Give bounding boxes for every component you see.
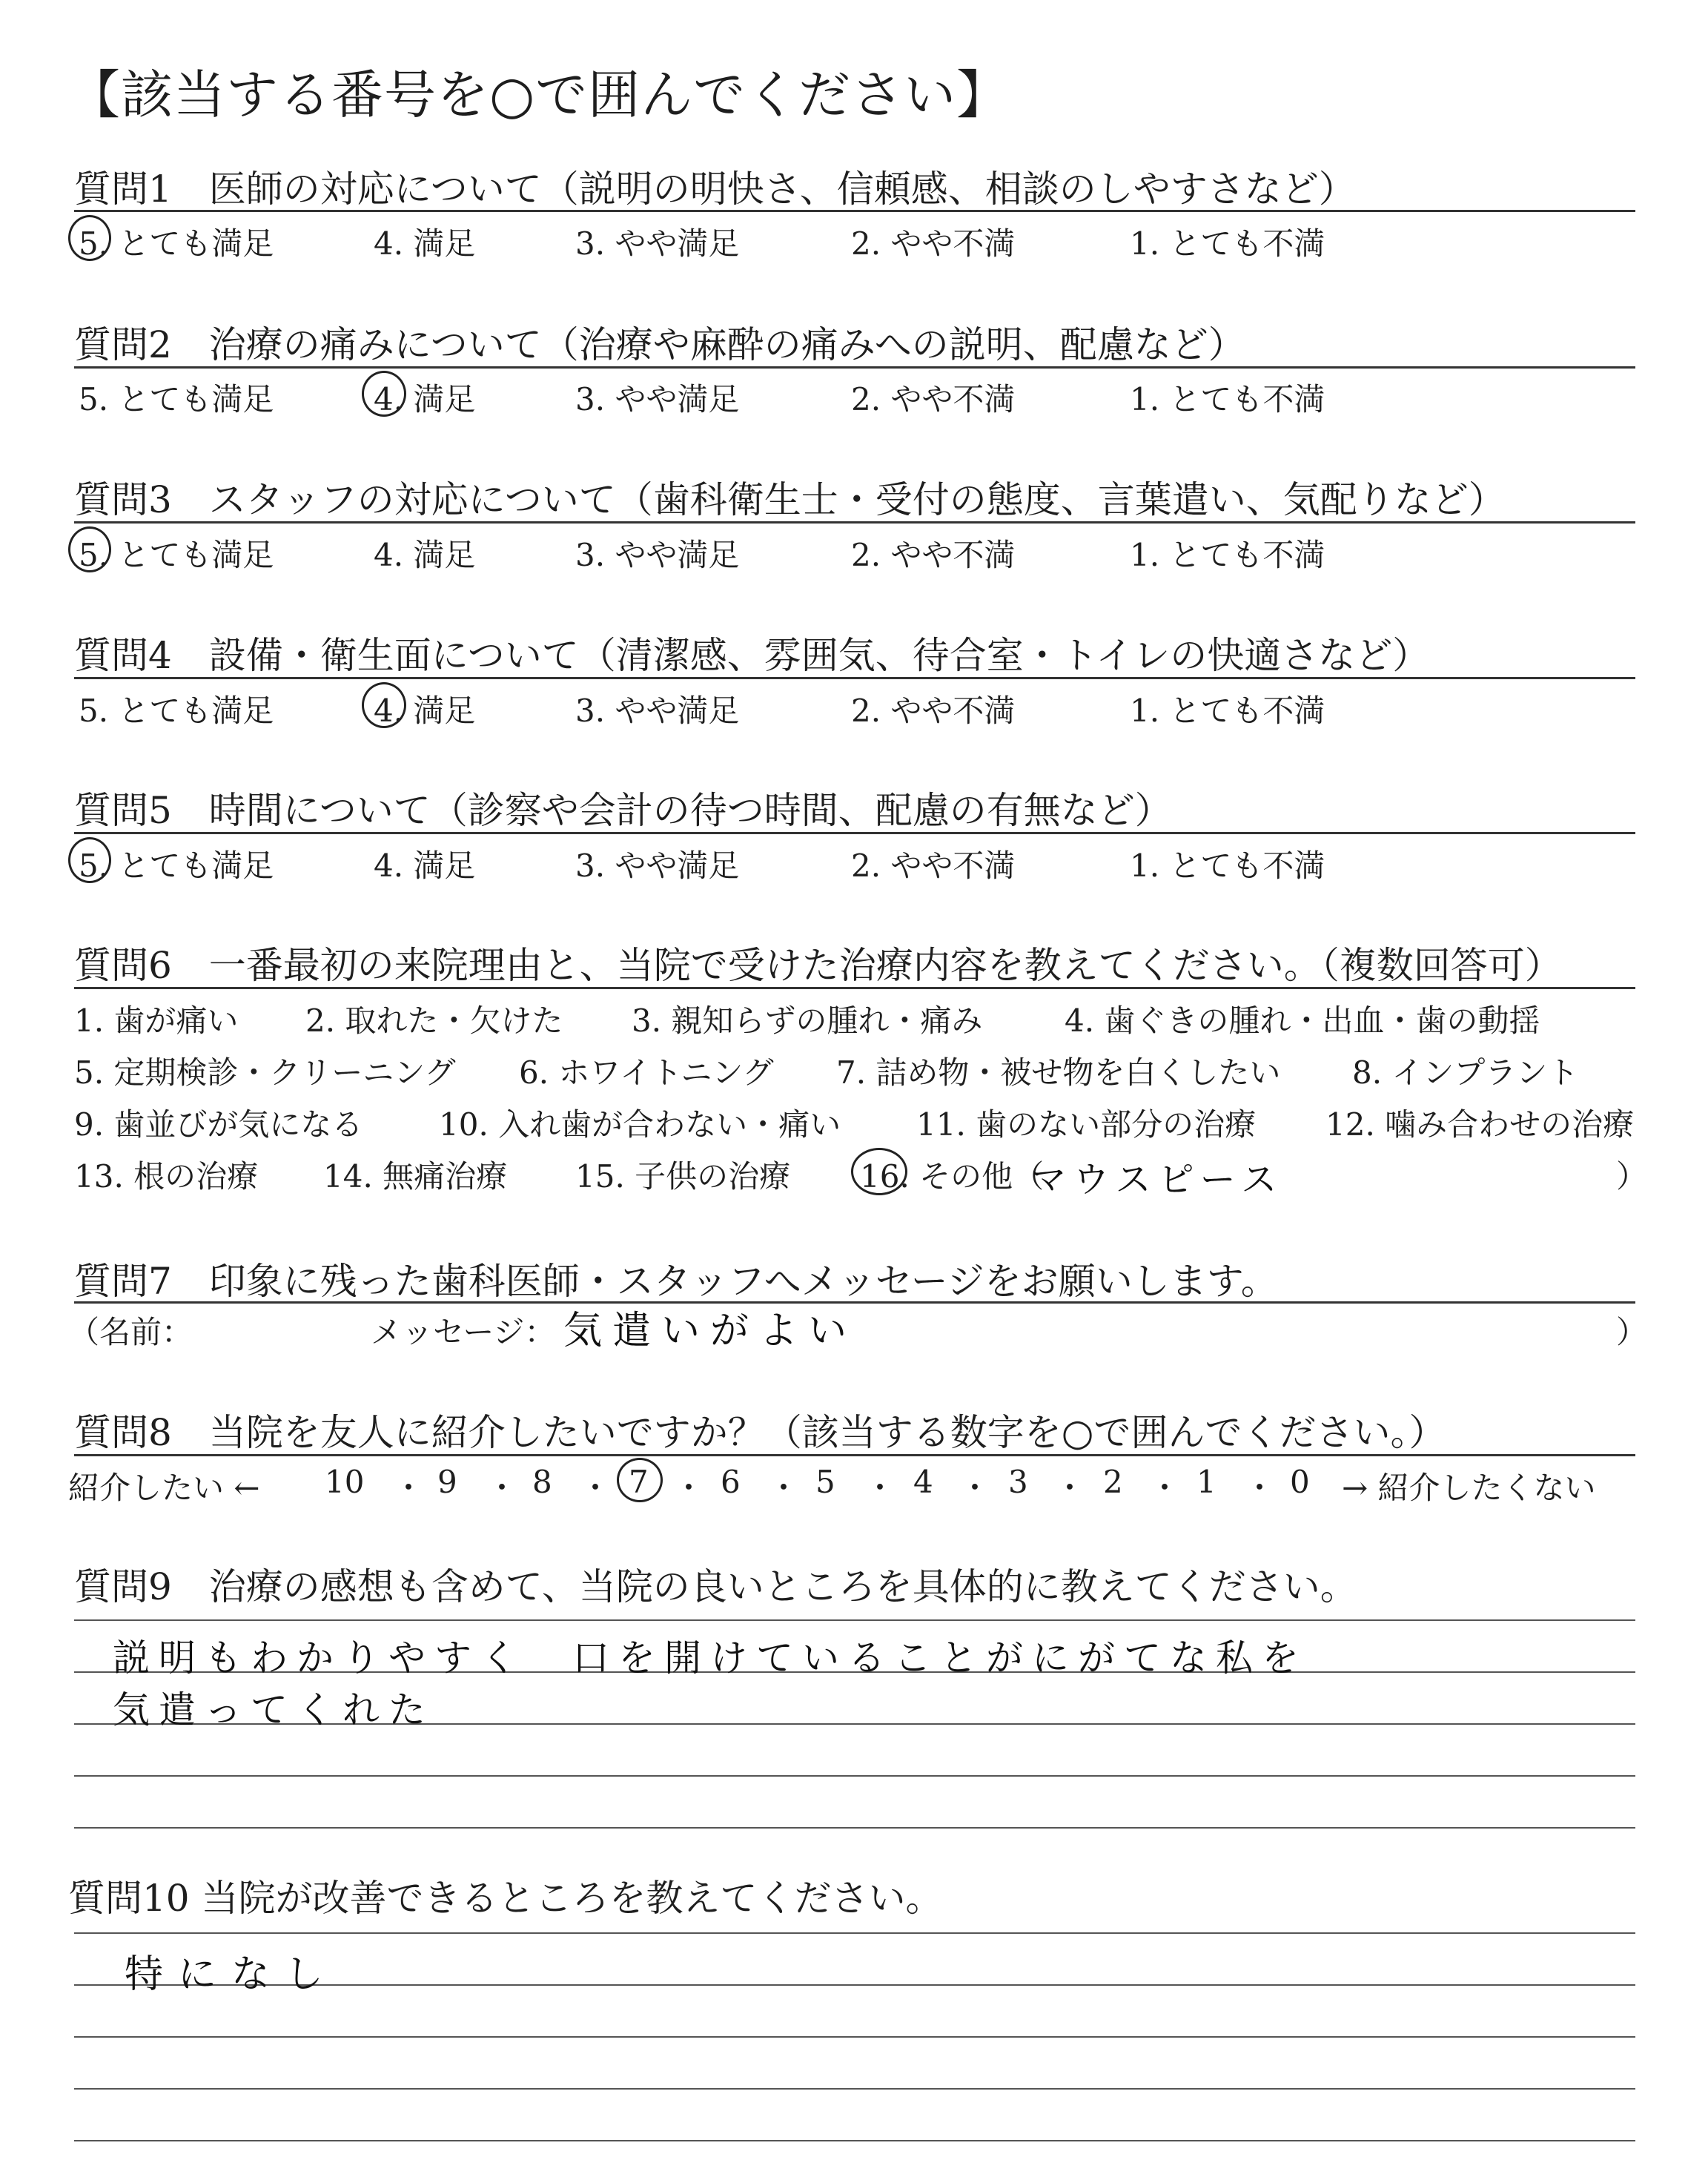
- q7-message-label: メッセージ：: [371, 1314, 556, 1350]
- q6-option-9[interactable]: 9. 歯並びが気になる: [74, 1106, 363, 1143]
- q3-option-4[interactable]: 4. 満足: [374, 537, 476, 573]
- q6-option-4[interactable]: 4. 歯ぐきの腫れ・出血・歯の動揺: [1065, 1003, 1540, 1039]
- question-4-options: [74, 687, 1635, 728]
- question-4-rule: [74, 677, 1635, 679]
- question-3-rule: [74, 521, 1635, 524]
- q8-dot: ・: [393, 1470, 425, 1506]
- question-8-rule: [74, 1454, 1635, 1456]
- q6-option-14[interactable]: 14. 無痛治療: [323, 1158, 508, 1195]
- q1-selection-circle: [68, 215, 111, 261]
- q9-answer-handwritten-line-2: 気遣ってくれた: [113, 1688, 434, 1731]
- q2-option-4[interactable]: 4. 満足: [374, 381, 476, 417]
- q8-scale-5[interactable]: 5: [815, 1464, 835, 1500]
- q8-right-label: → 紹介したくない: [1342, 1470, 1596, 1506]
- q9-answer-rule: [74, 1827, 1635, 1829]
- q4-selection-circle: [362, 682, 406, 728]
- q8-dot: ・: [1244, 1470, 1276, 1506]
- question-9-title: 質問9 治療の感想も含めて、当院の良いところを具体的に教えてください。: [74, 1565, 1357, 1608]
- q6-option-3[interactable]: 3. 親知らずの腫れ・痛み: [632, 1003, 983, 1039]
- q4-option-4[interactable]: 4. 満足: [374, 693, 476, 729]
- question-1-title: 質問1 医師の対応について（説明の明快さ、信頼感、相談のしやすさなど）: [74, 168, 1356, 211]
- q6-option-16[interactable]: 16. その他（: [860, 1158, 1045, 1195]
- q8-scale-4[interactable]: 4: [913, 1464, 933, 1500]
- q8-scale-10[interactable]: 10: [325, 1464, 365, 1500]
- q6-option-12[interactable]: 12. 噛み合わせの治療: [1325, 1106, 1635, 1143]
- question-1-rule: [74, 210, 1635, 212]
- q5-option-3[interactable]: 3. やや満足: [575, 848, 740, 884]
- question-1-options: [74, 219, 1635, 261]
- question-5-rule: [74, 832, 1635, 834]
- q10-answer-rule: [74, 2036, 1635, 2038]
- q6-option-6[interactable]: 6. ホワイトニング: [519, 1054, 774, 1091]
- q4-option-3[interactable]: 3. やや満足: [575, 693, 740, 729]
- q8-scale-3[interactable]: 3: [1008, 1464, 1028, 1500]
- question-5-title: 質問5 時間について（診察や会計の待つ時間、配慮の有無など）: [74, 789, 1172, 832]
- q5-option-4[interactable]: 4. 満足: [374, 848, 476, 884]
- q8-dot: ・: [768, 1470, 800, 1506]
- q10-answer-rule: [74, 2088, 1635, 2090]
- question-8-title: 質問8 当院を友人に紹介したいですか？（該当する数字を○で囲んでください。）: [74, 1411, 1446, 1454]
- q4-option-2[interactable]: 2. やや不満: [851, 693, 1016, 729]
- q4-option-5[interactable]: 5. とても満足: [79, 693, 274, 729]
- q6-option-15[interactable]: 15. 子供の治療: [575, 1158, 791, 1195]
- question-2-rule: [74, 366, 1635, 369]
- q8-scale-6[interactable]: 6: [721, 1464, 741, 1500]
- q2-option-5[interactable]: 5. とても満足: [79, 381, 274, 417]
- question-2-title: 質問2 治療の痛みについて（治療や麻酔の痛みへの説明、配慮など）: [74, 323, 1245, 366]
- q6-option-5[interactable]: 5. 定期検診・クリーニング: [74, 1054, 456, 1091]
- q7-message-handwritten: 気遣いがよい: [563, 1309, 858, 1353]
- q2-option-2[interactable]: 2. やや不満: [851, 381, 1016, 417]
- q3-option-3[interactable]: 3. やや満足: [575, 537, 740, 573]
- q1-option-4[interactable]: 4. 満足: [374, 225, 476, 262]
- q8-dot: ・: [1149, 1470, 1181, 1506]
- q6-selection-circle: [851, 1148, 907, 1195]
- q1-option-3[interactable]: 3. やや満足: [575, 225, 740, 262]
- q8-selection-circle: [617, 1458, 663, 1502]
- q6-other-handwritten: マウスピース: [1030, 1159, 1285, 1200]
- question-3-options: [74, 531, 1635, 572]
- q8-scale-0[interactable]: 0: [1290, 1464, 1310, 1500]
- question-7-title: 質問7 印象に残った歯科医師・スタッフへメッセージをお願いします。: [74, 1260, 1278, 1303]
- q8-dot: ・: [580, 1470, 612, 1506]
- q8-dot: ・: [486, 1470, 518, 1506]
- question-6-title: 質問6 一番最初の来院理由と、当院で受けた治療内容を教えてください。（複数回答可）: [74, 944, 1562, 987]
- q4-option-1[interactable]: 1. とても不満: [1130, 693, 1325, 729]
- q2-option-3[interactable]: 3. やや満足: [575, 381, 740, 417]
- question-5-options: [74, 842, 1635, 883]
- q8-scale-9[interactable]: 9: [437, 1464, 457, 1500]
- q2-selection-circle: [362, 371, 406, 417]
- q7-name-label: （名前：: [68, 1314, 193, 1350]
- q3-option-1[interactable]: 1. とても不満: [1130, 537, 1325, 573]
- q1-option-2[interactable]: 2. やや不満: [851, 225, 1016, 262]
- q6-option-11[interactable]: 11. 歯のない部分の治療: [916, 1106, 1257, 1143]
- q6-option-2[interactable]: 2. 取れた・欠けた: [305, 1003, 563, 1039]
- question-4-title: 質問4 設備・衛生面について（清潔感、雰囲気、待合室・トイレの快適さなど）: [74, 634, 1430, 677]
- q8-dot: ・: [673, 1470, 705, 1506]
- q2-option-1[interactable]: 1. とても不満: [1130, 381, 1325, 417]
- question-10-title: 質問10 当院が改善できるところを教えてください。: [68, 1877, 943, 1920]
- q6-close-paren: ）: [1616, 1158, 1648, 1195]
- q8-scale-1[interactable]: 1: [1196, 1464, 1217, 1500]
- q8-scale-2[interactable]: 2: [1103, 1464, 1123, 1500]
- q8-dot: ・: [959, 1470, 991, 1506]
- q3-option-2[interactable]: 2. やや不満: [851, 537, 1016, 573]
- q6-option-10[interactable]: 10. 入れ歯が合わない・痛い: [439, 1106, 841, 1143]
- q6-option-7[interactable]: 7. 詰め物・被せ物を白くしたい: [836, 1054, 1281, 1091]
- q10-answer-rule: [74, 1932, 1635, 1934]
- q10-answer-rule: [74, 2140, 1635, 2141]
- q3-selection-circle: [68, 526, 111, 572]
- q1-option-1[interactable]: 1. とても不満: [1130, 225, 1325, 262]
- q8-dot: ・: [864, 1470, 896, 1506]
- q9-answer-rule: [74, 1619, 1635, 1621]
- q6-option-8[interactable]: 8. インプラント: [1352, 1054, 1579, 1091]
- q8-dot: ・: [1054, 1470, 1086, 1506]
- q6-option-13[interactable]: 13. 根の治療: [74, 1158, 259, 1195]
- question-2-options: [74, 375, 1635, 417]
- q9-answer-handwritten-line-1: 説明もわかりやすく 口を開けていることがにがてな私を: [113, 1636, 1308, 1680]
- q9-answer-rule: [74, 1775, 1635, 1777]
- q7-close-paren: ）: [1616, 1314, 1648, 1350]
- question-3-title: 質問3 スタッフの対応について（歯科衛生士・受付の態度、言葉遣い、気配りなど）: [74, 478, 1506, 521]
- question-6-rule: [74, 987, 1635, 989]
- q5-selection-circle: [68, 837, 111, 883]
- q8-left-label: 紹介したい ←: [68, 1470, 260, 1506]
- q5-option-5[interactable]: 5. とても満足: [79, 848, 274, 884]
- q3-option-5[interactable]: 5. とても満足: [79, 537, 274, 573]
- q5-option-2[interactable]: 2. やや不満: [851, 848, 1016, 884]
- q5-option-1[interactable]: 1. とても不満: [1130, 848, 1325, 884]
- q6-option-1[interactable]: 1. 歯が痛い: [74, 1003, 239, 1039]
- form-header: 【該当する番号を○で囲んでください】: [68, 65, 1010, 125]
- q10-answer-handwritten-line-1: 特になし: [125, 1952, 339, 1997]
- q8-scale-8[interactable]: 8: [532, 1464, 552, 1500]
- q8-scale-7[interactable]: 7: [629, 1464, 649, 1500]
- q1-option-5[interactable]: 5. とても満足: [79, 225, 274, 262]
